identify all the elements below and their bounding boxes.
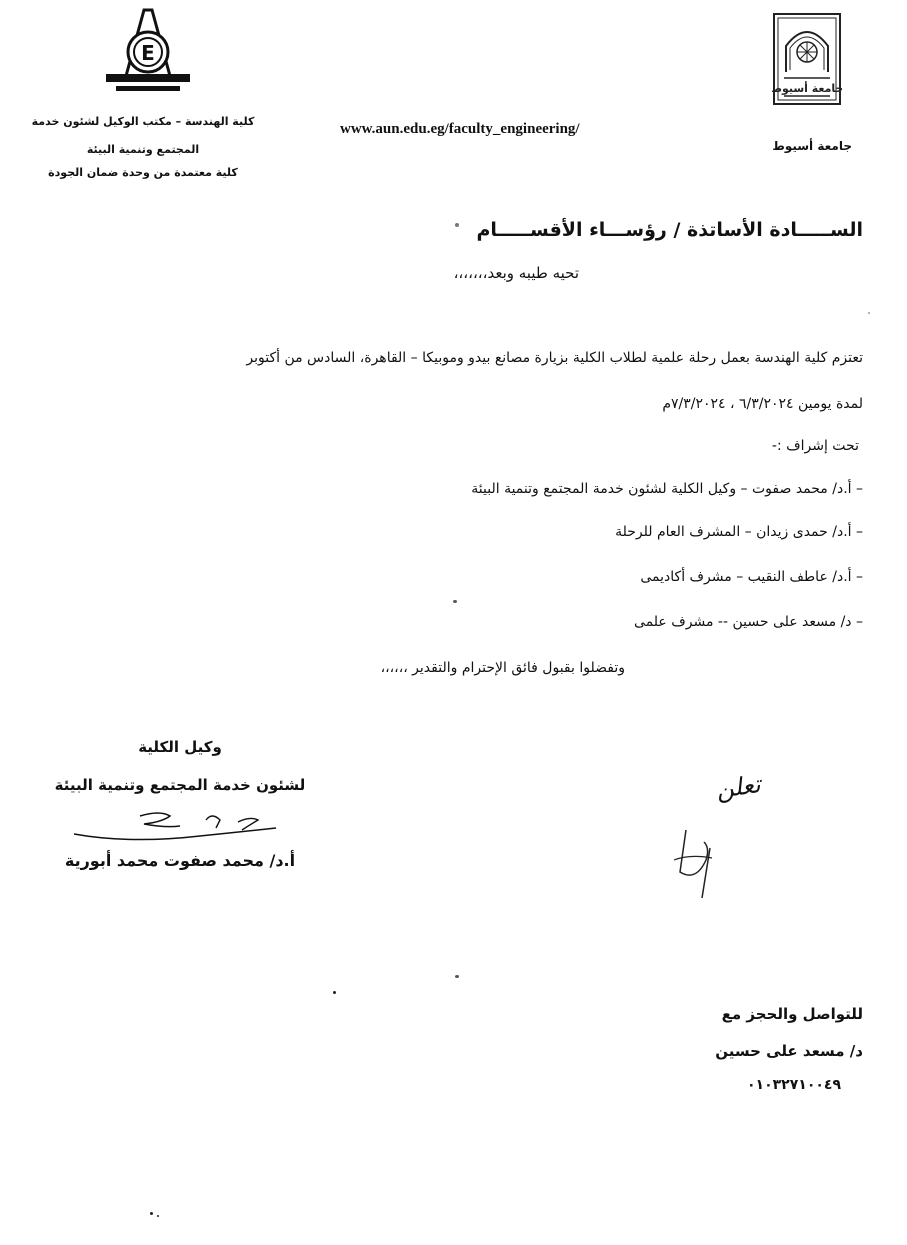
scan-speck — [453, 600, 457, 603]
faculty-logo-letter: E — [141, 41, 155, 65]
greeting: تحيه طيبه وبعد،،،،،،، — [453, 264, 579, 282]
addressee-heading: الســـــادة الأساتذة / رؤســـاء الأقســـــام — [476, 219, 863, 241]
signature-title-1: وكيل الكلية — [138, 738, 222, 756]
supervisor-item: – أ.د/ حمدى زيدان – المشرف العام للرحلة — [615, 524, 863, 540]
initials-scribble-icon — [666, 820, 726, 904]
engineering-emblem-icon — [100, 6, 196, 98]
university-seal-icon — [772, 12, 842, 106]
scan-speck — [333, 991, 336, 994]
supervisor-item: – أ.د/ عاطف النقيب – مشرف أكاديمى — [640, 569, 863, 585]
supervisor-item: – أ.د/ محمد صفوت – وكيل الكلية لشئون خدمة المجتمع وتنمية البيئة — [471, 481, 863, 497]
contact-phone: ٠١٠٣٢٧١٠٠٤٩ — [747, 1077, 841, 1093]
scan-speck — [150, 1212, 153, 1215]
signatory-name: أ.د/ محمد صفوت محمد أبورية — [64, 851, 296, 870]
office-line-1: كلية الهندسة – مكتب الوكيل لشئون خدمة — [31, 115, 255, 128]
contact-person: د/ مسعد على حسين — [715, 1042, 863, 1060]
closing-line: وتفضلوا بقبول فائق الإحترام والتقدير ،،،،،، — [380, 660, 625, 676]
supervisor-item: – د/ مسعد على حسين -- مشرف علمى — [634, 614, 863, 630]
scan-speck — [455, 223, 459, 227]
paragraph-line-2: لمدة يومين ٦/٣/٢٠٢٤ ، ٧/٣/٢٠٢٤م — [662, 396, 863, 412]
university-name: جامعة أسيوط — [772, 139, 852, 153]
signature-title-2: لشئون خدمة المجتمع وتنمية البيئة — [54, 776, 306, 794]
handwritten-signature — [70, 808, 280, 854]
supervision-label: تحت إشراف :- — [771, 438, 859, 454]
faculty-website: www.aun.edu.eg/faculty_engineering/ — [340, 121, 580, 137]
university-logo-text: جامعة أسيوط — [772, 82, 842, 95]
signature-scribble-icon — [70, 808, 280, 854]
paragraph-line-1: تعتزم كلية الهندسة بعمل رحلة علمية لطلاب الكلية بزيارة مصانع بيدو وموبيكا – القاهرة، السادس من أكتوبر — [246, 350, 863, 366]
office-line-2: المجتمع وتنمية البيئة — [86, 143, 200, 156]
handwritten-initials — [666, 820, 726, 904]
scan-speck — [868, 312, 870, 314]
scan-speck — [455, 975, 459, 978]
university-logo — [772, 12, 842, 106]
faculty-logo — [100, 6, 196, 98]
contact-label: للتواصل والحجز مع — [721, 1005, 863, 1023]
scan-speck — [157, 1215, 159, 1217]
office-line-3: كلية معتمدة من وحدة ضمان الجودة — [48, 166, 238, 179]
handwritten-note: تعلن — [714, 770, 763, 804]
